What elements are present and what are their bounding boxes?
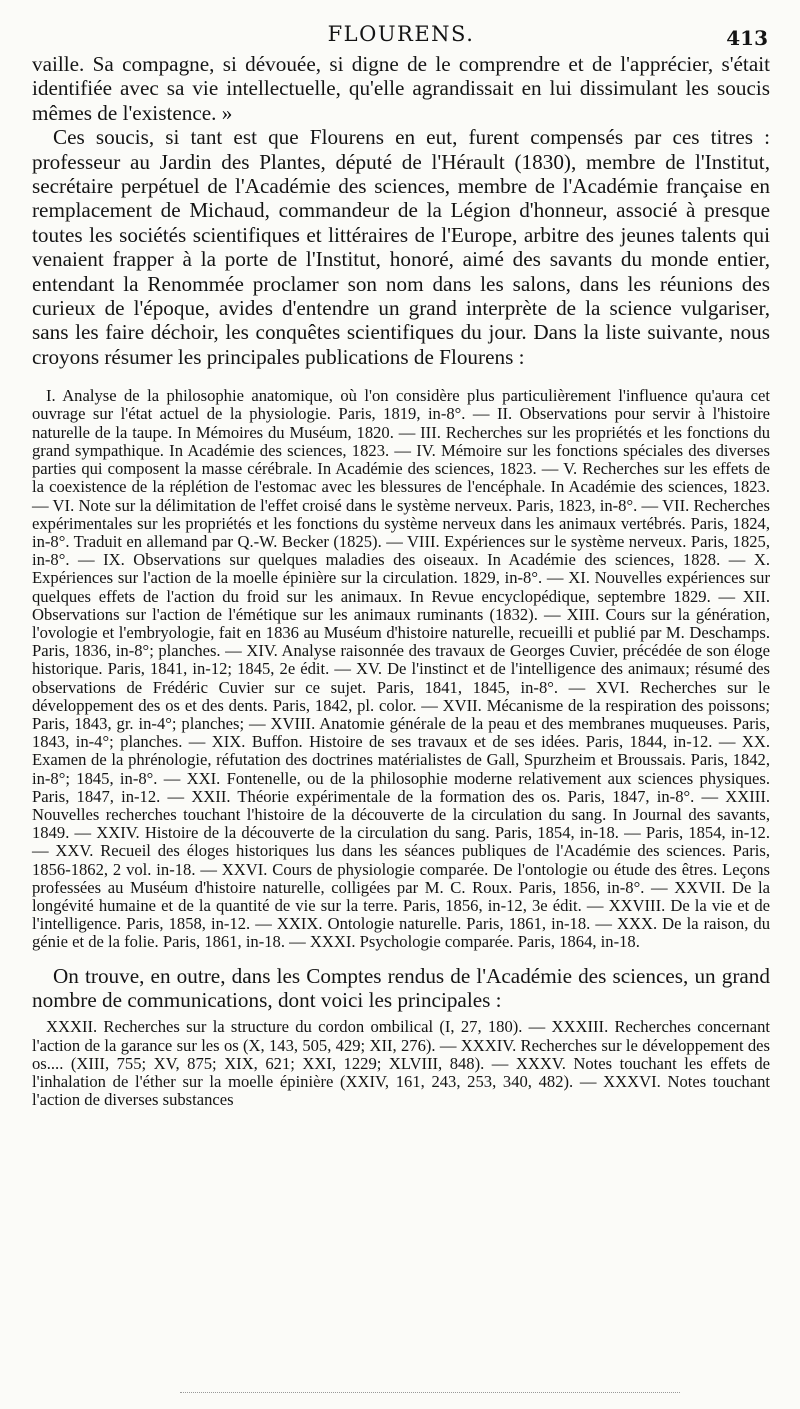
paragraph-comptes-rendus: On trouve, en outre, dans les Comptes rendus de l'Académie des sciences, un grand nombre de communications, dont voici les principales : [32, 963, 770, 1012]
paragraph-continuation: vaille. Sa compagne, si dévouée, si digne de le comprendre et de l'apprécier, s'était identifiée avec sa vie intellectuelle, qu'elle agrandissait en lui dissimulant les soucis mêmes de l'existence. » [32, 52, 770, 125]
bibliography-list-communications: XXXII. Recherches sur la structure du cordon ombilical (I, 27, 180). — XXXIII. Recherches concernant l'action de la garance sur les os (X, 143, 505, 429; XII, 276). — XXXIV. Recherches sur le développement des os.... (XIII, 755; XV, 875; XIX, 621; XXI, 1229; XLVIII, 848). — XXXV. Notes touchant les effets de l'inhalation de l'éther sur la moelle épinière (XXIV, 161, 243, 253, 340, 482). — XXXVI. Notes touchant l'action de diverses substances [32, 1017, 770, 1110]
page-number: 413 [726, 26, 768, 50]
paragraph-titles: Ces soucis, si tant est que Flourens en eut, furent compensés par ces titres : professeur au Jardin des Plantes, député de l'Hérault (1830), membre de l'Institut, secrétaire perpétuel de l'Académie des sciences, membre de l'Académie française en remplacement de Michaud, commandeur de la Légion d'honneur, associé à presque toutes les sociétés scientifiques et littéraires de l'Europe, arbitre des jeunes talents qui venaient frapper à la porte de l'Institut, honoré, aimé des savants du monde entier, entendant la Renommée proclamer son nom dans les salons, dans les réunions des curieux de l'époque, avides d'entendre un grand interprète de la science vulgariser, sans les faire déchoir, les conquêtes scientifiques du jour. Dans la liste suivante, nous croyons résumer les principales publications de Flourens : [32, 125, 770, 369]
bibliography-list-publications: I. Analyse de la philosophie anatomique, où l'on considère plus particulièrement l'influence qu'aura cet ouvrage sur l'état actuel de la physiologie. Paris, 1819, in-8°. — II. Observations pour servir à l'histoire naturelle de la taupe. In Mémoires du Muséum, 1820. — III. Recherches sur les propriétés et les fonctions du grand sympathique. In Académie des sciences, 1823. — IV. Mémoire sur les fonctions spéciales des diverses parties qui composent la masse cérébrale. In Académie des sciences, 1823. — V. Recherches sur les effets de la coexistence de la réplétion de l'estomac avec les blessures de l'encéphale. In Académie des sciences, 1823. — VI. Note sur la délimitation de l'effet croisé dans le système nerveux. Paris, 1823, in-8°. — VII. Recherches expérimentales sur les propriétés et les fonctions du système nerveux dans les animaux vertébrés. Paris, 1824, in-8°. Traduit en allemand par Q.-W. Becker (1825). — VIII. Expériences sur le système nerveux. Paris, 1825, in-8°. — IX. Observations sur quelques maladies des oiseaux. In Académie des sciences, 1828. — X. Expériences sur l'action de la moelle épinière sur la circulation. 1829, in-8°. — XI. Nouvelles expériences sur quelques effets de l'action du froid sur les animaux. In Revue encyclopédique, septembre 1829. — XII. Observations sur l'action de l'émétique sur les animaux ruminants (1832). — XIII. Cours sur la génération, l'ovologie et l'embryologie, fait en 1836 au Muséum d'histoire naturelle, recueilli et publié par M. Deschamps. Paris, 1836, in-8°; planches. — XIV. Analyse raisonnée des travaux de Georges Cuvier, précédée de son éloge historique. Paris, 1841, in-12; 1845, 2e édit. — XV. De l'instinct et de l'intelligence des animaux; résumé des observations de Frédéric Cuvier sur ce sujet. Paris, 1841, 1845, in-8°. — XVI. Recherches sur le développement des os et des dents. Paris, 1842, pl. color. — XVII. Mécanisme de la respiration des poissons; Paris, 1843, gr. in-4°; planches; — XVIII. Anatomie générale de la peau et des membranes muqueuses. Paris, 1843, in-4°; planches. — XIX. Buffon. Histoire de ses travaux et de ses idées. Paris, 1844, in-12. — XX. Examen de la phrénologie, réfutation des doctrines matérialistes de Gall, Spurzheim et Broussais. Paris, 1842, in-8°; 1845, in-8°. — XXI. Fontenelle, ou de la philosophie moderne relativement aux sciences physiques. Paris, 1847, in-12. — XXII. Théorie expérimentale de la formation des os. Paris, 1847, in-8°. — XXIII. Nouvelles recherches touchant l'histoire de la découverte de la circulation du sang. In Journal des savants, 1849. — XXIV. Histoire de la découverte de la circulation du sang. Paris, 1854, in-18. — Paris, 1854, in-12. — XXV. Recueil des éloges historiques lus dans les séances publiques de l'Académie des sciences. Paris, 1856-1862, 2 vol. in-18. — XXVI. Cours de physiologie comparée. De l'ontologie ou étude des êtres. Leçons professées au Muséum d'histoire naturelle, colligées par M. C. Roux. Paris, 1856, in-8°. — XXVII. De la longévité humaine et de la quantité de vie sur la terre. Paris, 1856, in-12, 3e édit. — XXVIII. De la vie et de l'intelligence. Paris, 1858, in-12. — XXIX. Ontologie naturelle. Paris, 1861, in-18. — XXX. De la raison, du génie et de la folie. Paris, 1861, in-18. — XXXI. Psychologie comparée. Paris, 1864, in-18. [32, 386, 770, 952]
running-title: FLOURENS. [327, 22, 475, 46]
page-header [32, 0, 770, 52]
footer-divider [180, 1392, 680, 1393]
